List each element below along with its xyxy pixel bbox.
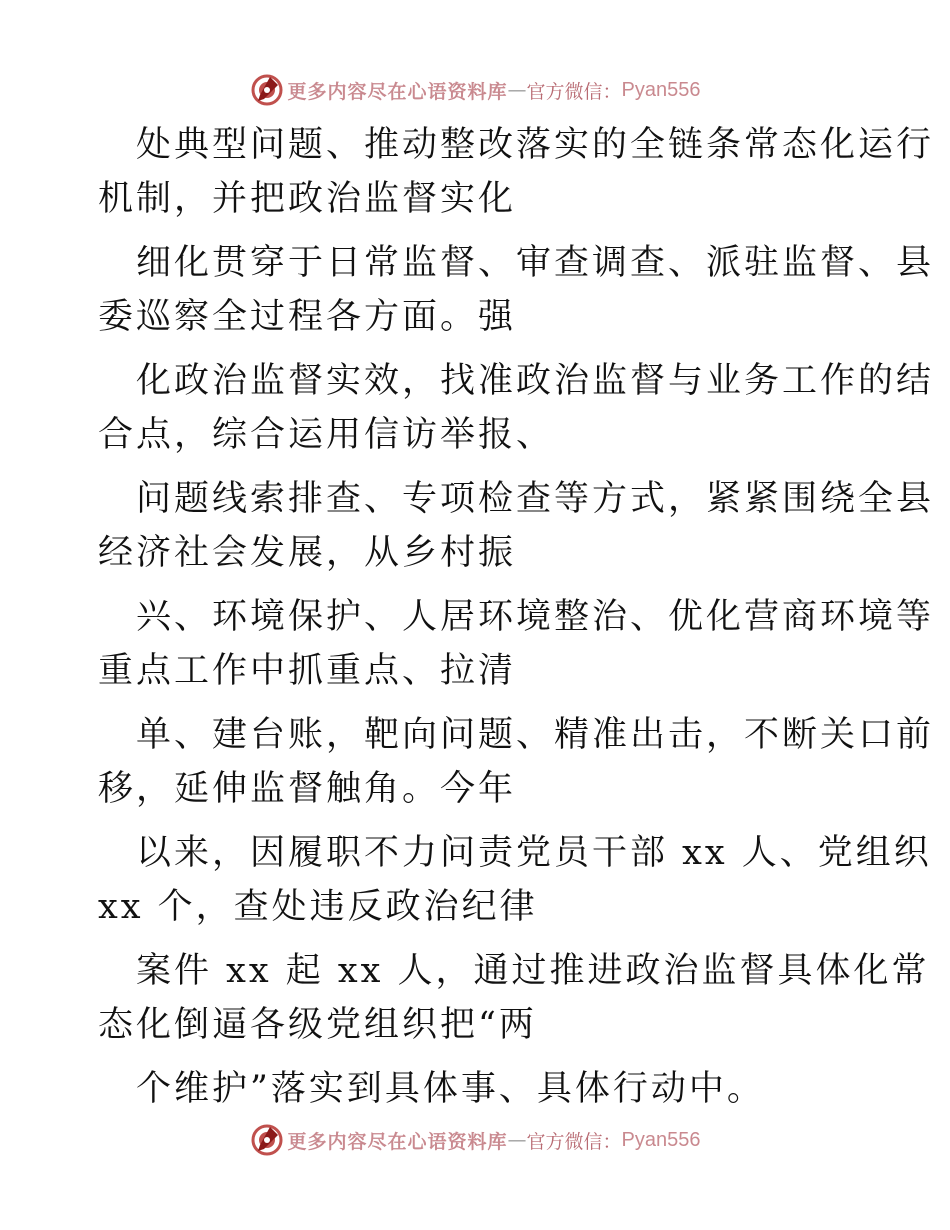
pen-logo-icon (250, 1123, 284, 1157)
paragraph-1 (98, 118, 935, 226)
paragraph-line: 问题线索排查、专项检查等方式，紧紧围绕全县 (136, 479, 935, 519)
paragraph-line: 经济社会发展，从乡村振 (98, 533, 517, 573)
paragraph-line: 化政治监督实效，找准政治监督与业务工作的结 (136, 361, 935, 401)
watermark-wechat-id: Pyan556 (621, 78, 701, 101)
paragraph-line: 个维护”落实到具体事、具体行动中。 (136, 1069, 765, 1109)
paragraph-line: 机制，并把政治监督实化 (98, 179, 517, 219)
footer-watermark (0, 1120, 950, 1160)
watermark-dash: — (507, 1129, 527, 1151)
paragraph-5 (98, 590, 935, 698)
paragraph-9 (98, 1062, 850, 1116)
paragraph-7 (98, 826, 932, 934)
paragraph-line: 合点，综合运用信访举报、 (98, 415, 555, 455)
paragraph-line: 态化倒逼各级党组织把“两 (98, 1005, 537, 1045)
paragraph-line: 移，延伸监督触角。今年 (98, 769, 517, 809)
header-watermark (0, 70, 950, 110)
paragraph-6 (98, 708, 935, 816)
watermark-wechat-id: Pyan556 (621, 1128, 701, 1151)
watermark-sub-text: 官方微信： (526, 1130, 622, 1153)
paragraph-line: 以来，因履职不力问责党员干部 xx 人、党组织 (136, 833, 932, 873)
paragraph-line: 案件 xx 起 xx 人，通过推进政治监督具体化常 (136, 951, 930, 991)
paragraph-3 (98, 354, 935, 462)
watermark-main-text: 更多内容尽在心语资料库 (287, 1130, 508, 1153)
watermark-main-text: 更多内容尽在心语资料库 (287, 80, 508, 103)
watermark-sub-text: 官方微信： (526, 80, 622, 103)
paragraph-line: 单、建台账，靶向问题、精准出击，不断关口前 (136, 715, 935, 755)
paragraph-line: 重点工作中抓重点、拉清 (98, 651, 517, 691)
paragraph-line: 兴、环境保护、人居环境整治、优化营商环境等 (136, 597, 935, 637)
paragraph-line: xx 个，查处违反政治纪律 (98, 887, 538, 927)
paragraph-8 (98, 944, 930, 1052)
document-body (98, 118, 935, 1126)
paragraph-line: 处典型问题、推动整改落实的全链条常态化运行 (136, 125, 935, 165)
watermark-dash: — (507, 79, 527, 101)
paragraph-2 (98, 236, 935, 344)
paragraph-4 (98, 472, 935, 580)
paragraph-line: 委巡察全过程各方面。强 (98, 297, 517, 337)
pen-logo-icon (250, 73, 284, 107)
paragraph-line: 细化贯穿于日常监督、审查调查、派驻监督、县 (136, 243, 935, 283)
